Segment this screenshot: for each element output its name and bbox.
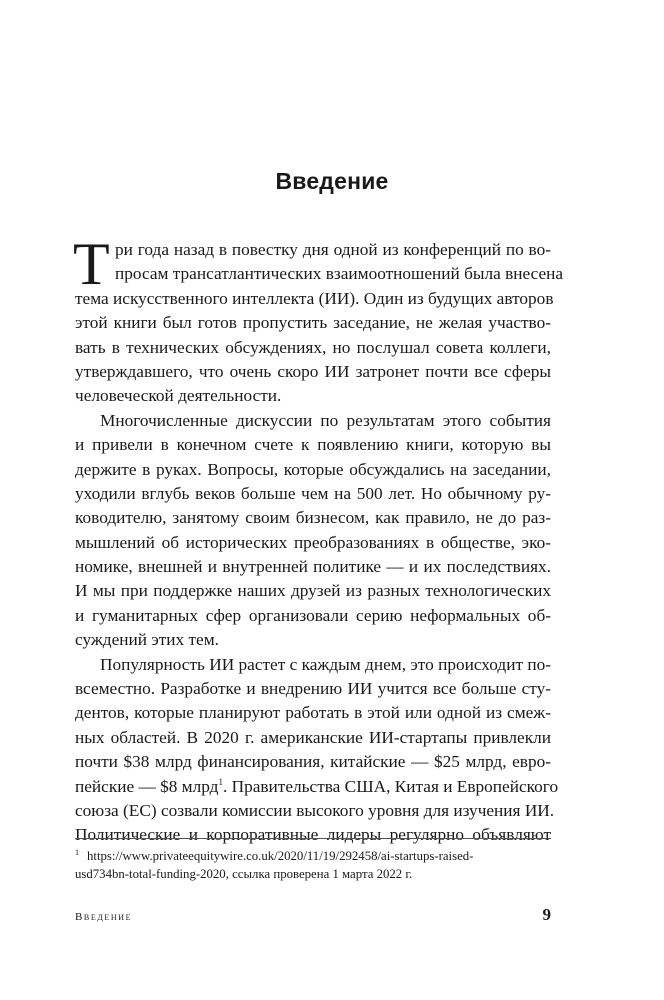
text-line: держите в руках. Вопросы, которые обсуждались на заседании, (75, 459, 551, 479)
text-line: и привели в конечном счете к появлению книги, которую вы (75, 435, 551, 455)
page-number: 9 (542, 905, 551, 924)
paragraph-1 (73, 231, 564, 409)
footnote-line: usd734bn-total-funding-2020, ссылка проверена 1 марта 2022 г. (75, 866, 413, 881)
text-line: номике, внешней и внутренней политике — и их последствиях. (75, 557, 551, 577)
running-head: Введение (75, 911, 133, 923)
footnote-number: 1 (75, 847, 79, 857)
text-line: мышлений об исторических преобразованиях в обществе, эко- (75, 532, 551, 552)
text-line: почти $38 млрд финансирования, китайские — $25 млрд, евро- (75, 752, 551, 772)
text-line: И мы при поддержке наших друзей из разных технологических (75, 581, 551, 601)
text-line: всеместно. Разработке и внедрению ИИ учится все больше сту- (75, 679, 551, 699)
footnote-line (75, 848, 551, 866)
text-line: Политические и корпоративные лидеры регулярно объявляют (75, 825, 551, 845)
text-line: просам трансатлантических взаимоотношений была внесена (115, 264, 564, 284)
text-line: ри года назад в повестку дня одной из конференций по во- (115, 240, 551, 259)
paragraph-2 (75, 409, 551, 653)
chapter-title: Введение (275, 168, 389, 194)
text-segment: пейские — $8 млрд (75, 776, 219, 796)
text-line: дентов, которые планируют работать в этой или одной из смеж- (75, 703, 551, 723)
text-line: Популярность ИИ растет с каждым днем, это происходит по- (100, 654, 551, 674)
text-line: ководителю, занятому своим бизнесом, как правило, не до раз- (75, 508, 551, 528)
text-line: тема искусственного интеллекта (ИИ). Один из будущих авторов (75, 288, 554, 308)
body-text (73, 231, 564, 848)
footnote (75, 848, 551, 883)
drop-cap: Т (73, 231, 110, 297)
footnote-divider (75, 838, 551, 839)
text-line: человеческой деятельности. (75, 386, 282, 406)
text-segment: . Правительства США, Китая и Европейского (222, 776, 559, 796)
text-line: вать в технических обсуждениях, но послушал совета коллеги, (75, 337, 551, 357)
text-line-with-footnote (75, 775, 559, 799)
paragraph-3 (75, 653, 559, 848)
text-line: суждений этих тем. (75, 630, 219, 650)
text-line: уходили вглубь веков больше чем на 500 лет. Но обычному ру- (75, 483, 551, 503)
text-line: и гуманитарных сфер организовали серию неформальных об- (75, 605, 551, 625)
footnote-reference: 1 (218, 776, 223, 787)
text-line: утверждавшего, что очень скоро ИИ затронет почти все сферы (75, 361, 551, 381)
text-line: ных областей. В 2020 г. американские ИИ-стартапы привлекли (75, 727, 551, 747)
text-line: этой книги был готов пропустить заседание, не желая участво- (75, 313, 551, 333)
text-line: Многочисленные дискуссии по результатам этого события (100, 410, 551, 430)
footnote-url: https://www.privateequitywire.co.uk/2020/11/19/292458/ai-startups-raised- (87, 849, 474, 863)
text-line: союза (ЕС) созвали комиссии высокого уровня для изучения ИИ. (75, 800, 555, 820)
